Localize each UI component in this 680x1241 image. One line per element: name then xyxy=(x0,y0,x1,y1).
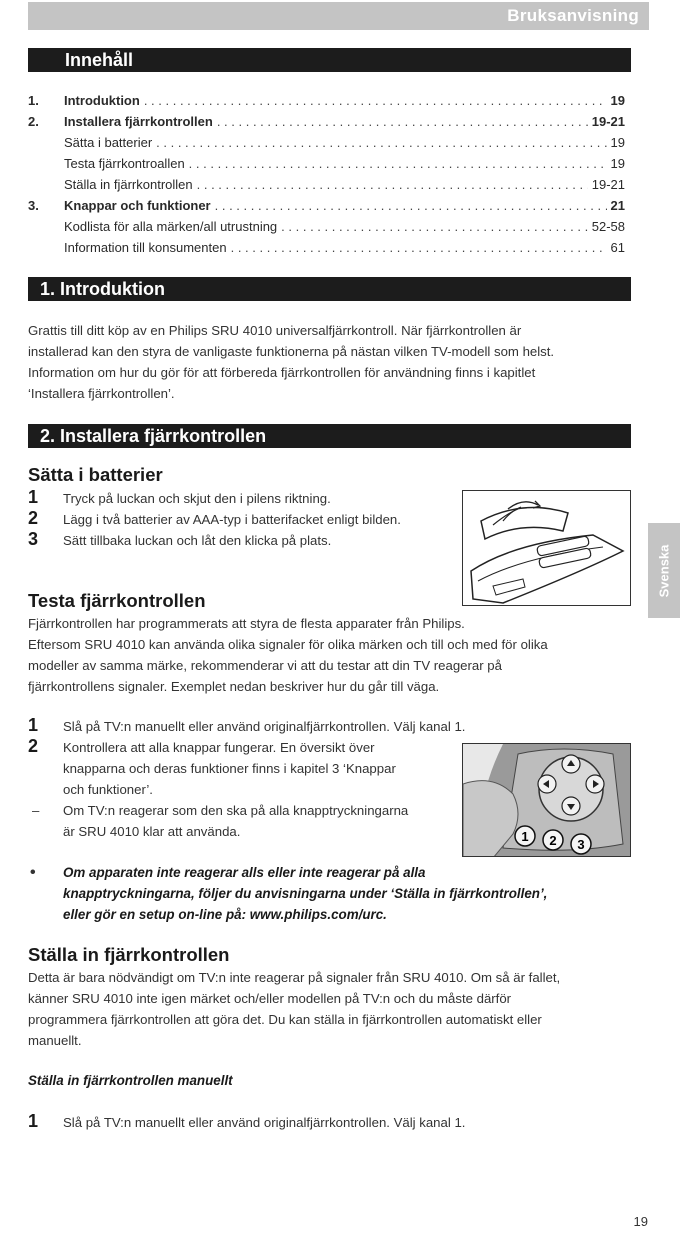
toc-row[interactable]: Testa fjärrkontroallen . . . 19 xyxy=(28,156,625,174)
remote-button-3: 3 xyxy=(577,837,585,852)
header-banner-title: Bruksanvisning xyxy=(507,6,639,25)
manual-setup-heading: Ställa in fjärrkontrollen manuellt xyxy=(28,1073,233,1088)
toc-row[interactable]: 1. Introduktion . . . 19 xyxy=(28,93,625,111)
intro-paragraph: Grattis till ditt köp av en Philips SRU 4010 universalfjärrkontroll. När fjärrkontrollen är installerad kan den styra de vanligaste funktionerna på nästan vilken TV-modell som helst. Information om hur du gör för att förbereda fjärrkontrollen för användning finns i kapitlet ‘Installera fjärrkontrollen’. xyxy=(28,323,555,401)
remote-button-1: 1 xyxy=(521,829,529,844)
toc-row[interactable]: Information till konsumenten . . . 61 xyxy=(28,240,625,258)
toc-row[interactable]: Ställa in fjärrkontrollen . . . 19-21 xyxy=(28,177,625,195)
test-paragraph: Fjärrkontrollen har programmerats att styra de flesta apparater från Philips. Eftersom SRU 4010 kan använda olika signaler för olika märken och till och med för olika modeller av samma märke, rekommenderar vi att du testar att din TV reagerar på fjärrkontrollens signaler. Exemplet nedan beskriver hur du går till väga. xyxy=(28,616,548,694)
section-install-title: 2. Installera fjärrkontrollen xyxy=(28,424,631,448)
section-intro-title: 1. Introduktion xyxy=(28,277,631,301)
header-banner xyxy=(28,2,649,30)
batteries-heading: Sätta i batterier xyxy=(28,464,163,485)
toc-row[interactable]: Sätta i batterier . . . 19 xyxy=(28,135,625,153)
language-side-tab[interactable]: Svenska xyxy=(648,523,680,618)
page-number: 19 xyxy=(633,1214,648,1229)
battery-drawing xyxy=(463,491,631,606)
toc-title: Innehåll xyxy=(28,48,631,72)
test-heading: Testa fjärrkontrollen xyxy=(28,590,206,611)
remote-button-2: 2 xyxy=(549,833,557,848)
toc-row[interactable]: 3. Knappar och funktioner . . . 21 xyxy=(28,198,625,216)
remote-drawing xyxy=(463,744,631,857)
battery-illustration xyxy=(462,490,631,606)
note-text: Om apparaten inte reagerar alls eller inte reagerar på alla knapptryckningarna, följer du anvisningarna under ‘Ställa in fjärrkontrollen’, eller gör en setup on-line på: www.philips.com/urc. xyxy=(63,865,548,922)
setup-heading: Ställa in fjärrkontrollen xyxy=(28,944,230,965)
toc-row[interactable]: 2. Installera fjärrkontrollen . . . 19-21 xyxy=(28,114,625,132)
remote-illustration xyxy=(462,743,631,857)
toc-row[interactable]: Kodlista för alla märken/all utrustning . . . 52-58 xyxy=(28,219,625,237)
setup-paragraph: Detta är bara nödvändigt om TV:n inte reagerar på signaler från SRU 4010. Om så är fallet, känner SRU 4010 inte igen märket och/eller modellen på TV:n och du måste därför programmera fjärrkontrollen att göra det. Du kan ställa in fjärrkontrollen automatiskt eller manuellt. xyxy=(28,970,561,1048)
